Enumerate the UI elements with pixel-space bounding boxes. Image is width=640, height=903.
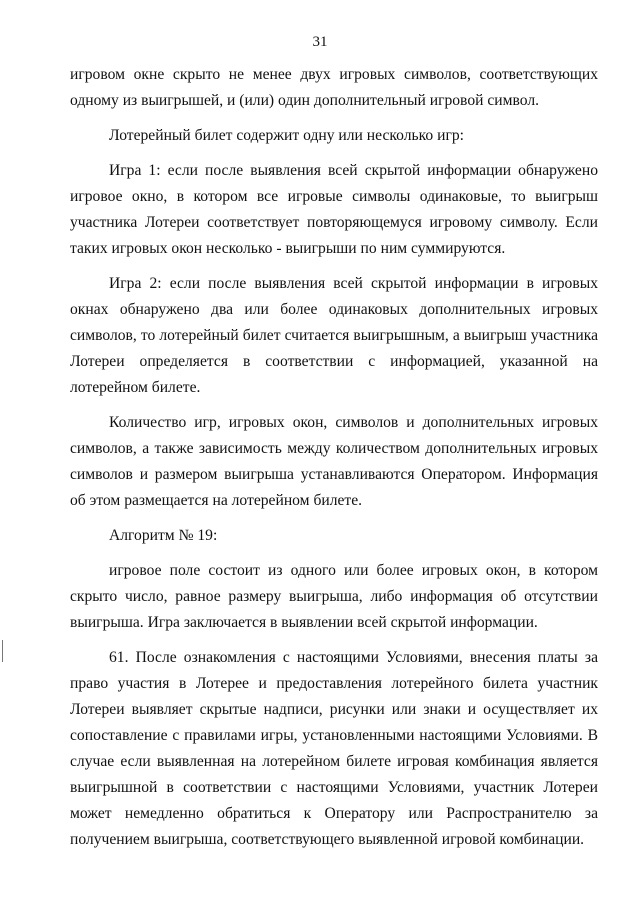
margin-mark [2,640,3,662]
paragraph-algorithm-heading: Алгоритм № 19: [109,527,218,544]
paragraph-game-2: Игра 2: если после выявления всей скрытой информации в игровых окнах обнаружено два или более одинаковых дополнительных игровых символов, то лотерейный билет считается выигрышным, а выигрыш участника Лотереи определяется в соответствии с информацией, указанной на лотерейном билете. [70,275,598,396]
page-number: 31 [312,34,328,50]
paragraph-ticket-games: Лотерейный билет содержит одну или несколько игр: [109,127,464,144]
paragraph-continuation: игровом окне скрыто не менее двух игровых символов, соответствующих одному из выигрышей, и (или) один дополнительный игровой символ. [70,66,598,109]
document-body [70,62,598,853]
paragraph-quantity: Количество игр, игровых окон, символов и дополнительных игровых символов, а также зависимость между количеством дополнительных игровых символов и размером выигрыша устанавливаются Оператором. Информация об этом размещается на лотерейном билете. [70,414,598,509]
paragraph-algorithm-19: игровое поле состоит из одного или более игровых окон, в котором скрыто число, равное размеру выигрыша, либо информация об отсутствии выигрыша. Игра заключается в выявлении всей скрытой информации. [70,562,598,631]
paragraph-game-1: Игра 1: если после выявления всей скрытой информации обнаружено игровое окно, в котором все игровые символы одинаковые, то выигрыш участника Лотереи соответствует повторяющемуся игровому символу. Если таких игровых окон несколько - выигрыши по ним суммируются. [70,162,598,257]
paragraph-61: 61. После ознакомления с настоящими Условиями, внесения платы за право участия в Лотерее и предоставления лотерейного билета участник Лотереи выявляет скрытые надписи, рисунки или знаки и осуществляет их сопоставление с правилами игры, установленными настоящими Условиями. В случае если выявленная на лотерейном билете игровая комбинация является выигрышной в соответствии с настоящими Условиями, участник Лотереи может немедленно обратиться к Оператору или Распространителю за получением выигрыша, соответствующего выявленной игровой комбинации. [70,649,598,848]
